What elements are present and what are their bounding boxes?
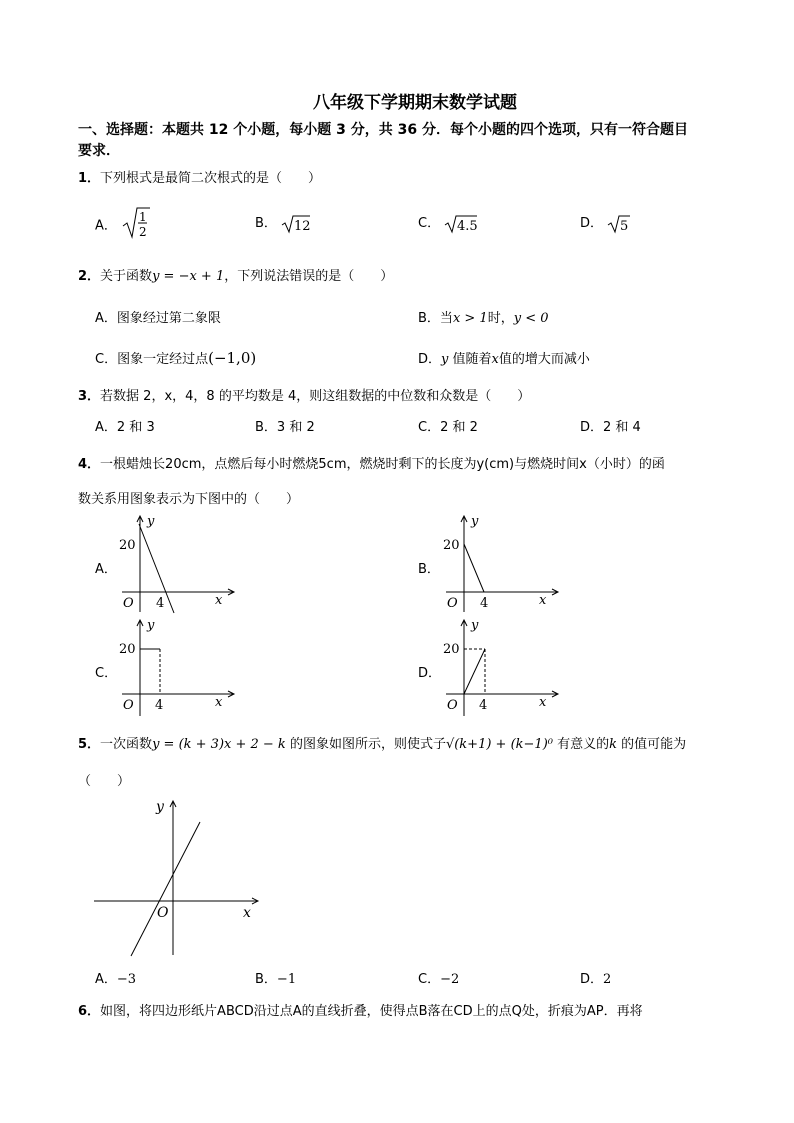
variable: y — [441, 352, 449, 367]
question-text: 有意义的 — [552, 737, 610, 752]
question-text: 关于函数 — [100, 269, 153, 284]
question-1-stem — [78, 167, 321, 186]
question-text: 的图象如图所示，则使式子 — [285, 737, 446, 752]
svg-text:5: 5 — [620, 218, 629, 234]
option-label: B． — [255, 216, 277, 231]
question-text: 下列根式是最简二次根式的是（ ） — [100, 171, 322, 186]
sqrt-half-expr — [121, 206, 151, 240]
option-label: D． — [418, 352, 442, 367]
question-text: 一根蜡烛长20cm，点燃后每小时燃烧5cm，燃烧时剩下的长度为y(cm)与燃烧时间x（小时）的函 — [100, 457, 665, 472]
q2-option-a — [95, 307, 221, 326]
graph-line — [464, 544, 484, 592]
q1-option-a — [95, 212, 151, 240]
option-text: 2 和 3 — [116, 420, 155, 435]
y-label: y — [471, 618, 479, 633]
option-text: 2 和 4 — [603, 420, 641, 435]
y-label: y — [147, 618, 155, 633]
option-text: 当 — [439, 311, 453, 326]
option-text: 图象经过第二象限 — [116, 311, 221, 326]
option-label: B． — [255, 420, 277, 435]
origin-label: O — [123, 596, 134, 611]
question-number: 5． — [78, 737, 101, 752]
tick-20: 20 — [443, 538, 460, 553]
q2-option-b — [418, 307, 549, 326]
origin-label: O — [157, 905, 169, 921]
option-label: A． — [95, 218, 117, 234]
tick-4: 4 — [479, 698, 488, 713]
y-label: y — [147, 514, 155, 529]
q5-option-c — [418, 968, 459, 987]
svg-text:1: 1 — [139, 210, 147, 224]
option-label: A． — [95, 311, 117, 326]
question-text: ，下列说法错误的是（ ） — [224, 269, 394, 284]
option-text: 值的增大而减小 — [498, 352, 590, 367]
question-number: 4． — [78, 457, 101, 472]
x-label: x — [215, 593, 223, 608]
question-5-stem-line1 — [78, 733, 686, 752]
q4-option-b-label: B． — [418, 562, 440, 577]
q4-option-d-label: D． — [418, 666, 442, 681]
section-heading-line1: 一、选择题：本题共 12 个小题，每小题 3 分，共 36 分．每个小题的四个选项，只有一符合题目 — [78, 122, 688, 138]
x-label: x — [539, 695, 547, 710]
option-text: −1 — [276, 972, 297, 987]
option-text: 时， — [487, 311, 514, 326]
q5-option-b — [255, 968, 296, 987]
option-label: C． — [418, 216, 441, 231]
question-text: 如图，将四边形纸片ABCD沿过点A的直线折叠，使得点B落在CD上的点Q处，折痕为AP．再将 — [100, 1004, 643, 1019]
question-number: 6． — [78, 1004, 101, 1019]
svg-text:4.5: 4.5 — [457, 218, 478, 234]
question-number: 2． — [78, 269, 101, 284]
option-text: 图象一定经过点 — [117, 352, 209, 367]
tick-4: 4 — [156, 596, 165, 611]
option-label: A． — [95, 420, 117, 435]
q3-option-c — [418, 416, 478, 435]
tick-4: 4 — [480, 596, 489, 611]
origin-label: O — [447, 698, 458, 713]
q5-graph — [88, 795, 263, 965]
radical-expr: √(k+1) + (k−1)⁰ — [445, 737, 553, 752]
question-number: 1． — [78, 171, 101, 186]
question-text: 的值可能为 — [617, 737, 687, 752]
graph-line — [464, 649, 485, 694]
option-text: 值随着 — [448, 352, 492, 367]
q5-option-a — [95, 968, 136, 987]
option-label: B． — [255, 972, 277, 987]
option-label: D． — [580, 420, 604, 435]
option-label: C． — [95, 352, 118, 367]
question-4-stem-line1 — [78, 453, 665, 472]
q4-option-c-label: C． — [95, 666, 118, 681]
origin-label: O — [123, 698, 134, 713]
option-text: 2 和 2 — [440, 420, 478, 435]
option-label: C． — [418, 420, 441, 435]
tick-20: 20 — [443, 642, 460, 657]
q3-option-b — [255, 416, 315, 435]
y-label: y — [156, 799, 164, 815]
svg-text:12: 12 — [294, 218, 311, 234]
q3-option-a — [95, 416, 155, 435]
condition-expr: x > 1 — [452, 311, 488, 326]
tick-20: 20 — [119, 538, 136, 553]
variable: x — [491, 352, 499, 367]
option-label: C． — [418, 972, 441, 987]
q4-graph-a — [112, 512, 237, 616]
question-4-stem-line2: 数关系用图象表示为下图中的（ ） — [78, 492, 300, 507]
q4-graph-b — [436, 512, 561, 616]
section-heading-line2: 要求． — [78, 143, 120, 159]
option-text: −2 — [440, 972, 460, 987]
sqrt-12-expr — [281, 214, 311, 234]
q5-option-d — [580, 968, 611, 987]
function-expr: y = (k + 3)x + 2 − k — [152, 737, 286, 752]
q4-graph-d — [436, 616, 561, 720]
q2-option-c — [95, 348, 256, 367]
page-title: 八年级下学期期末数学试题 — [313, 93, 517, 113]
option-text: 2 — [603, 972, 612, 987]
question-2-stem — [78, 265, 393, 284]
q1-option-b — [255, 212, 311, 234]
q4-option-a-label: A． — [95, 562, 117, 577]
q1-option-c — [418, 212, 478, 234]
option-label: D． — [580, 972, 604, 987]
sqrt-4-5-expr — [444, 214, 478, 234]
sqrt-5-expr — [607, 214, 631, 234]
y-label: y — [471, 514, 479, 529]
svg-text:2: 2 — [139, 225, 147, 239]
x-label: x — [243, 905, 251, 921]
question-3-stem — [78, 385, 530, 404]
graph-line — [131, 822, 200, 956]
tick-4: 4 — [155, 698, 164, 713]
variable: k — [609, 737, 618, 752]
question-number: 3． — [78, 389, 101, 404]
q3-option-d — [580, 416, 641, 435]
x-label: x — [539, 593, 547, 608]
option-text: 3 和 2 — [276, 420, 315, 435]
option-label: D． — [580, 216, 604, 231]
question-6-stem — [78, 1000, 643, 1019]
origin-label: O — [447, 596, 458, 611]
x-label: x — [215, 695, 223, 710]
q1-option-d — [580, 212, 631, 234]
option-label: A． — [95, 972, 117, 987]
option-label: B． — [418, 311, 440, 326]
point-expr: (−1,0) — [208, 349, 257, 367]
function-expr: y = −x + 1 — [152, 269, 225, 284]
tick-20: 20 — [119, 642, 136, 657]
option-text: −3 — [116, 972, 137, 987]
q4-graph-c — [112, 616, 237, 720]
q2-option-d — [418, 348, 590, 367]
question-text: 一次函数 — [100, 737, 153, 752]
question-5-stem-line2: （ ） — [78, 774, 131, 789]
question-text: 若数据 2，x，4，8 的平均数是 4，则这组数据的中位数和众数是（ ） — [100, 389, 531, 404]
condition-expr: y < 0 — [513, 311, 549, 326]
